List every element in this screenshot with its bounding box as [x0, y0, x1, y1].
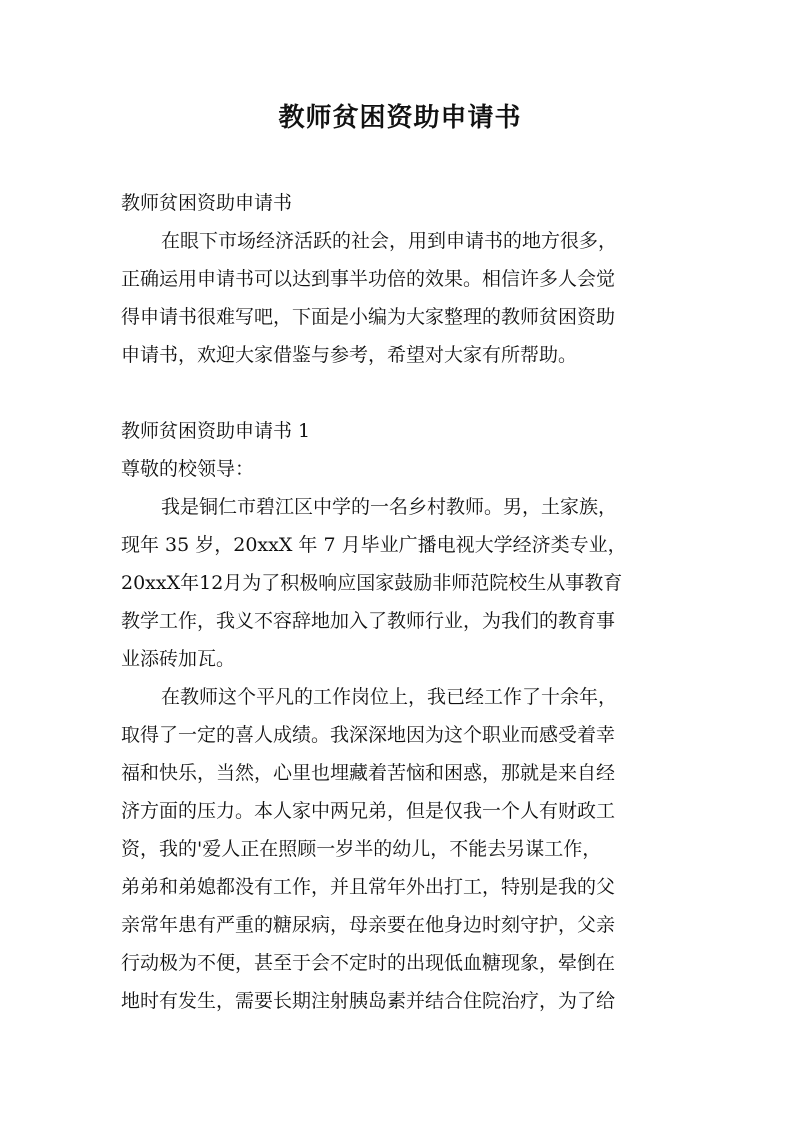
intro-paragraph-line: 得申请书很难写吧，下面是小编为大家整理的教师贫困资助	[121, 306, 616, 328]
paragraph-line: 地时有发生，需要长期注射胰岛素并结合住院治疗，为了给	[121, 990, 616, 1012]
paragraph-line: 在教师这个平凡的工作岗位上，我已经工作了十余年，	[161, 686, 618, 708]
intro-paragraph-line: 正确运用申请书可以达到事半功倍的效果。相信许多人会觉	[121, 268, 616, 290]
document-body	[121, 184, 689, 1020]
paragraph-line: 我是铜仁市碧江区中学的一名乡村教师。男，土家族，	[161, 496, 618, 518]
paragraph-line: 弟弟和弟媳都没有工作，并且常年外出打工，特别是我的父	[121, 876, 616, 898]
paragraph-line: 福和快乐，当然，心里也埋藏着苦恼和困惑，那就是来自经	[121, 762, 616, 784]
paragraph-line: 资，我的'爱人正在照顾一岁半的幼儿，不能去另谋工作，	[121, 838, 602, 860]
subtitle-line: 教师贫困资助申请书	[121, 192, 293, 214]
paragraph-line: 亲常年患有严重的糖尿病，母亲要在他身边时刻守护，父亲	[121, 914, 616, 936]
paragraph-line: 现年 35 岁，20xxX 年 7 月毕业广播电视大学经济类专业，	[121, 534, 627, 556]
paragraph-line: 20xxX年12月为了积极响应国家鼓励非师范院校生从事教育	[121, 572, 623, 594]
salutation: 尊敬的校领导：	[121, 458, 255, 480]
paragraph-line: 业添砖加瓦。	[121, 648, 236, 670]
intro-paragraph-line: 申请书，欢迎大家借鉴与参考，希望对大家有所帮助。	[121, 344, 578, 366]
paragraph-line: 教学工作，我义不容辞地加入了教师行业，为我们的教育事	[121, 610, 616, 632]
section-heading: 教师贫困资助申请书 1	[121, 420, 311, 442]
paragraph-line: 行动极为不便，甚至于会不定时的出现低血糖现象，晕倒在	[121, 952, 616, 974]
intro-paragraph-line: 在眼下市场经济活跃的社会，用到申请书的地方很多，	[161, 230, 618, 252]
document-title: 教师贫困资助申请书	[278, 103, 522, 133]
paragraph-line: 取得了一定的喜人成绩。我深深地因为这个职业而感受着幸	[121, 724, 616, 746]
paragraph-line: 济方面的压力。本人家中两兄弟，但是仅我一个人有财政工	[121, 800, 616, 822]
